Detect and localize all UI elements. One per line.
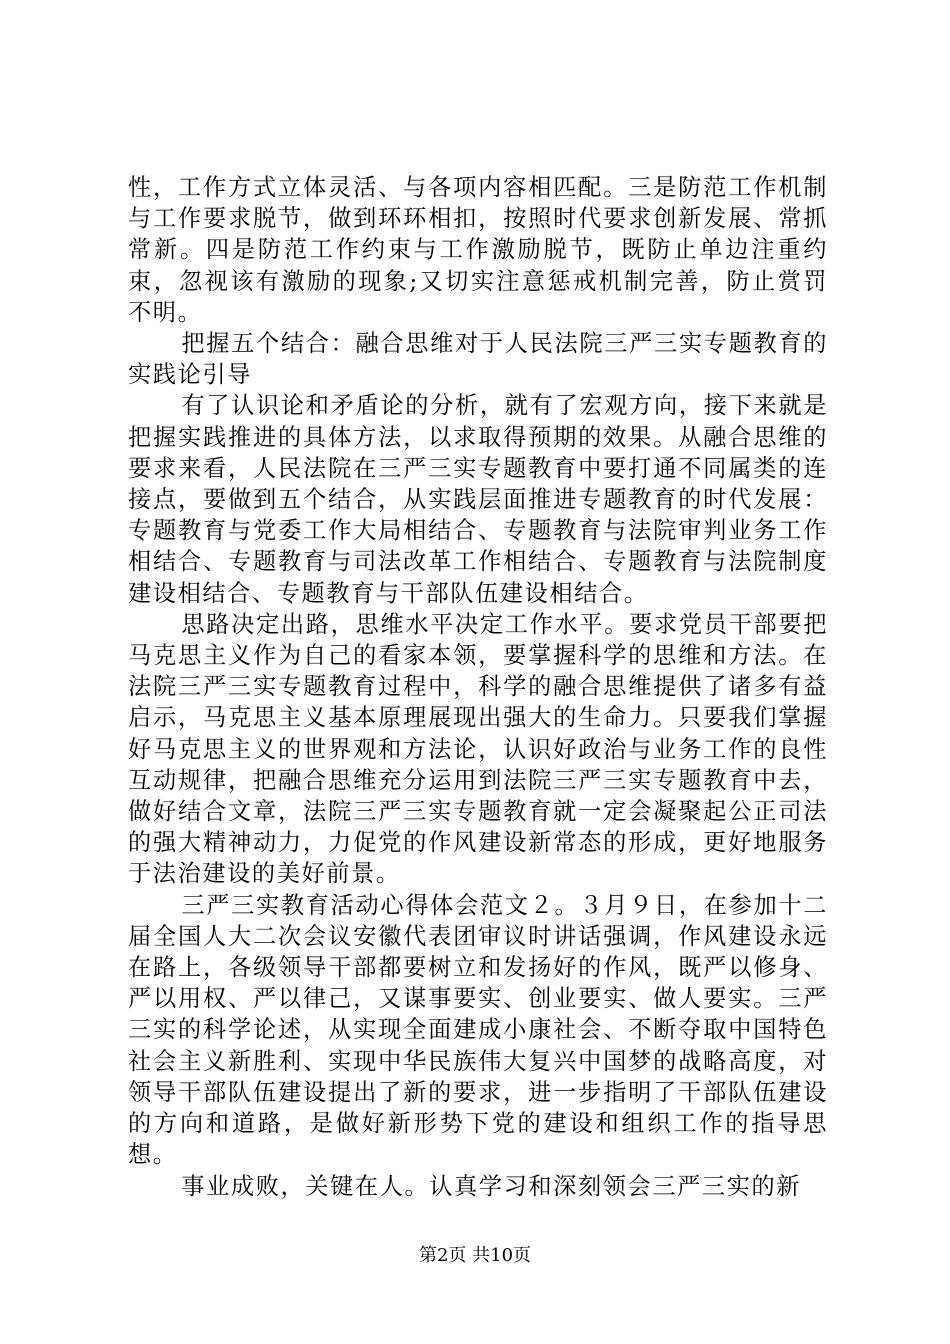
document-body bbox=[128, 172, 828, 1202]
paragraph-continuation: 性，工作方式立体灵活、与各项内容相匹配。三是防范工作机制与工作要求脱节，做到环环相扣，按照时代要求创新发展、常抓常新。四是防范工作约束与工作激励脱节，既防止单边注重约束，忽视该有激励的现象;又切实注意惩戒机制完善，防止赏罚不明。 bbox=[128, 174, 828, 326]
section-heading: 把握五个结合：融合思维对于人民法院三严三实专题教育的实践论引导 bbox=[128, 330, 828, 389]
paragraph: 事业成败，关键在人。认真学习和深刻领会三严三实的新 bbox=[181, 1172, 802, 1200]
paragraph: 有了认识论和矛盾论的分析，就有了宏观方向，接下来就是把握实践推进的具体方法，以求取得预期的效果。从融合思维的要求来看，人民法院在三严三实专题教育中要打通不同属类的连接点，要做到五个结合，从实践层面推进专题教育的时代发展：专题教育与党委工作大局相结合、专题教育与法院审判业务工作相结合、专题教育与司法改革工作相结合、专题教育与法院制度建设相结合、专题教育与干部队伍建设相结合。 bbox=[128, 392, 828, 607]
paragraph: 思路决定出路，思维水平决定工作水平。要求党员干部要把马克思主义作为自己的看家本领，要掌握科学的思维和方法。在法院三严三实专题教育过程中，科学的融合思维提供了诸多有益启示，马克思主义基本原理展现出强大的生命力。只要我们掌握好马克思主义的世界观和方法论，认识好政治与业务工作的良性互动规律，把融合思维充分运用到法院三严三实专题教育中去，做好结合文章，法院三严三实专题教育就一定会凝聚起公正司法的强大精神动力，力促党的作风建设新常态的形成，更好地服务于法治建设的美好前景。 bbox=[128, 610, 828, 888]
paragraph: 三严三实教育活动心得体会范文２。３月９日，在参加十二届全国人大二次会议安徽代表团审议时讲话强调，作风建设永远在路上，各级领导干部都要树立和发扬好的作风，既严以修身、严以用权、严以律己，又谋事要实、创业要实、做人要实。三严三实的科学论述，从实现全面建成小康社会、不断夺取中国特色社会主义新胜利、实现中华民族伟大复兴中国梦的战略高度，对领导干部队伍建设提出了新的要求，进一步指明了干部队伍建设的方向和道路，是做好新形势下党的建设和组织工作的指导思想。 bbox=[128, 891, 828, 1169]
page-number-footer: 第2页 共10页 bbox=[418, 1245, 532, 1266]
